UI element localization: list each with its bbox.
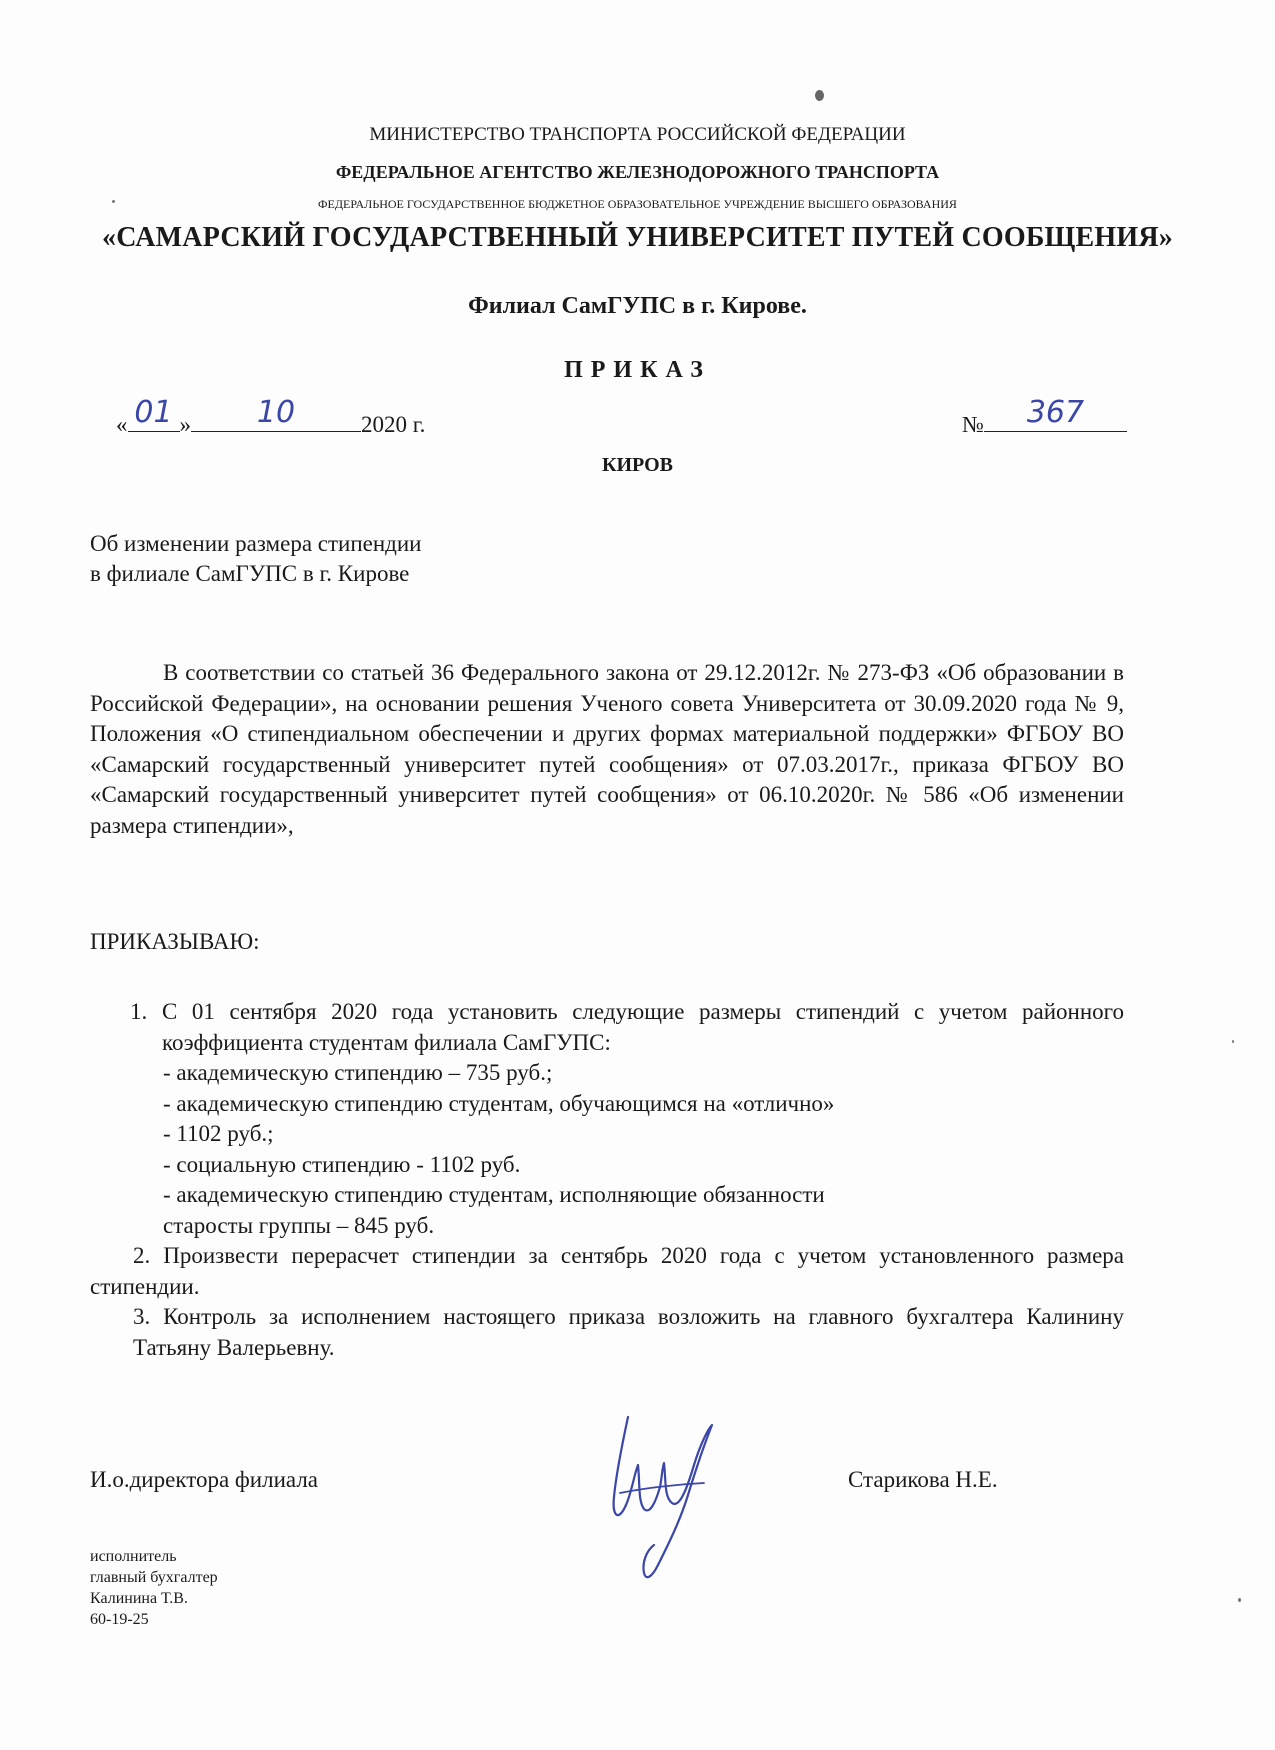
order-item-2: 2. Произвести перерасчет стипендии за сентябрь 2020 года с учетом установленного размера стипендии.	[90, 1243, 1124, 1299]
order-items	[90, 997, 1124, 1363]
number-handwritten: 367	[1026, 395, 1085, 430]
order-item-1	[90, 997, 1124, 1058]
executor-block	[90, 1546, 218, 1630]
city-heading: КИРОВ	[601, 454, 674, 476]
order-date	[116, 395, 426, 438]
item-1-text: С 01 сентября 2020 года установить следующие размеры стипендий с учетом районного коэффициента студентам филиала СамГУПС:	[162, 999, 1124, 1055]
agency-heading: ФЕДЕРАЛЬНОЕ АГЕНТСТВО ЖЕЛЕЗНОДОРОЖНОГО ТРАНСПОРТА	[335, 162, 940, 182]
scan-speck	[815, 90, 824, 101]
date-day-handwritten: 01	[134, 395, 173, 430]
preamble-paragraph: В соответствии со статьей 36 Федерального закона от 29.12.2012г. № 273-ФЗ «Об образовании в Российской Федерации», на основании решения Ученого совета Университета от 30.09.2020 года № 9, Положения «О стипендиальном обеспечении и других формах материальной поддержки» ФГБОУ ВО «Самарский государственный университет путей сообщения» от 07.03.2017г., приказа ФГБОУ ВО «Самарский государственный университет путей сообщения» от 06.10.2020г. № 586 «Об изменении размера стипендии»,	[90, 660, 1124, 838]
item-1-number: 1.	[130, 999, 148, 1024]
executor-position: главный бухгалтер	[90, 1569, 218, 1586]
item-1-sub-1: - академическую стипендию – 735 руб.;	[163, 1060, 553, 1085]
date-year: 2020 г.	[361, 412, 426, 437]
signatory-name: Старикова Н.Е.	[848, 1467, 998, 1492]
handwritten-signature	[600, 1405, 740, 1585]
scan-speck	[1238, 1598, 1241, 1602]
subject-line-2: в филиале СамГУПС в г. Кирове	[90, 561, 410, 586]
executor-name: Калинина Т.В.	[90, 1590, 188, 1607]
branch-name: Филиал СамГУПС в г. Кирове.	[468, 293, 807, 319]
order-number	[962, 395, 1127, 438]
number-field	[984, 395, 1127, 432]
signatory-role: И.о.директора филиала	[90, 1467, 319, 1492]
order-item-3: 3. Контроль за исполнением настоящего приказа возложить на главного бухгалтера Калинину Татьяну Валерьевну.	[133, 1304, 1124, 1360]
institution-type: ФЕДЕРАЛЬНОЕ ГОСУДАРСТВЕННОЕ БЮДЖЕТНОЕ ОБРАЗОВАТЕЛЬНОЕ УЧРЕЖДЕНИЕ ВЫСШЕГО ОБРАЗОВАНИЯ	[318, 197, 957, 211]
order-word: ПРИКАЗЫВАЮ:	[90, 929, 260, 954]
scan-speck	[1232, 1040, 1234, 1043]
university-name: «САМАРСКИЙ ГОСУДАРСТВЕННЫЙ УНИВЕРСИТЕТ ПУТЕЙ СООБЩЕНИЯ»	[102, 222, 1173, 253]
scan-speck	[112, 200, 115, 203]
executor-label: исполнитель	[90, 1548, 177, 1565]
date-close-quote: »	[179, 412, 191, 437]
item-1-sub-2-cont: - 1102 руб.;	[163, 1121, 274, 1146]
executor-phone: 60-19-25	[90, 1611, 149, 1628]
date-month-field	[191, 395, 361, 432]
item-1-sub-3: - социальную стипендию - 1102 руб.	[163, 1151, 521, 1177]
subject-line-1: Об изменении размера стипендии	[90, 531, 422, 556]
number-label: №	[962, 412, 984, 437]
date-month-handwritten: 10	[256, 395, 296, 430]
ministry-heading: МИНИСТЕРСТВО ТРАНСПОРТА РОССИЙСКОЙ ФЕДЕРАЦИИ	[369, 124, 906, 145]
order-subject	[90, 529, 590, 589]
order-title: ПРИКАЗ	[564, 357, 711, 383]
item-1-sub-4-cont: старосты группы – 845 руб.	[163, 1212, 435, 1238]
date-open-quote: «	[116, 412, 128, 437]
date-day-field	[128, 395, 180, 432]
item-1-sub-4: - академическую стипендию студентам, исполняющие обязанности	[163, 1182, 825, 1207]
item-1-sub-2: - академическую стипендию студентам, обучающимся на «отлично»	[163, 1090, 835, 1116]
